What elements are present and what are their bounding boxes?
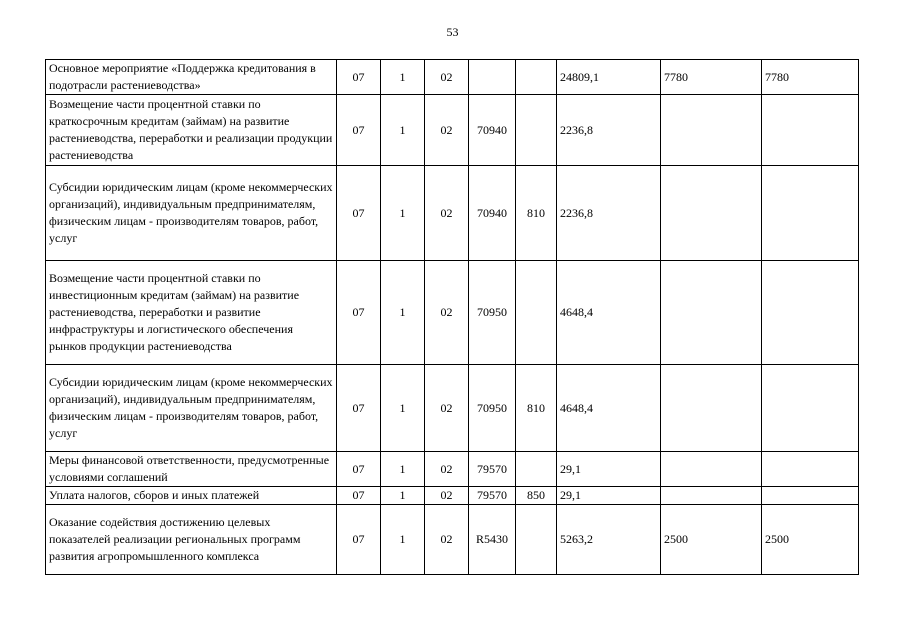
- cell-expense-type: 810: [516, 166, 557, 261]
- cell-section: 07: [337, 487, 381, 505]
- cell-expense-type: 850: [516, 487, 557, 505]
- cell-target-code: 70950: [469, 365, 516, 452]
- cell-amount-3: 2500: [762, 505, 859, 575]
- row-name: Оказание содействия достижению целевых показателей реализации региональных программ развития агропромышленного комплекса: [46, 505, 337, 575]
- budget-table: [45, 59, 859, 575]
- cell-amount-1: 29,1: [557, 452, 661, 487]
- cell-target-code: 70940: [469, 166, 516, 261]
- cell-expense-type: [516, 261, 557, 365]
- cell-section: 07: [337, 261, 381, 365]
- page-number: 53: [446, 25, 459, 39]
- cell-expense-type: [516, 60, 557, 95]
- row-name: Меры финансовой ответственности, предусмотренные условиями соглашений: [46, 452, 337, 487]
- cell-target-code: 70940: [469, 95, 516, 166]
- cell-expense-type: [516, 452, 557, 487]
- cell-amount-2: 2500: [661, 505, 762, 575]
- cell-amount-1: 4648,4: [557, 261, 661, 365]
- cell-program: 02: [425, 505, 469, 575]
- cell-section: 07: [337, 60, 381, 95]
- cell-amount-2: [661, 365, 762, 452]
- row-name: Субсидии юридическим лицам (кроме некоммерческих организаций), индивидуальным предпринимателям, физическим лицам - производителям товаров, работ, услуг: [46, 166, 337, 261]
- cell-amount-2: [661, 261, 762, 365]
- table-row: [46, 487, 859, 505]
- cell-amount-1: 2236,8: [557, 166, 661, 261]
- cell-amount-1: 2236,8: [557, 95, 661, 166]
- cell-program: 02: [425, 487, 469, 505]
- cell-target-code: 79570: [469, 452, 516, 487]
- cell-section: 07: [337, 452, 381, 487]
- cell-target-code: 79570: [469, 487, 516, 505]
- cell-subsection: 1: [381, 452, 425, 487]
- cell-amount-3: [762, 95, 859, 166]
- cell-program: 02: [425, 95, 469, 166]
- cell-subsection: 1: [381, 487, 425, 505]
- cell-program: 02: [425, 452, 469, 487]
- row-name: Основное мероприятие «Поддержка кредитования в подотрасли растениеводства»: [46, 60, 337, 95]
- cell-subsection: 1: [381, 261, 425, 365]
- table-row: [46, 365, 859, 452]
- cell-expense-type: 810: [516, 365, 557, 452]
- cell-amount-2: [661, 95, 762, 166]
- table-row: [46, 60, 859, 95]
- table-row: [46, 505, 859, 575]
- cell-section: 07: [337, 95, 381, 166]
- cell-amount-1: 29,1: [557, 487, 661, 505]
- cell-amount-3: [762, 166, 859, 261]
- cell-amount-2: 7780: [661, 60, 762, 95]
- cell-target-code: [469, 60, 516, 95]
- cell-amount-2: [661, 487, 762, 505]
- cell-target-code: R5430: [469, 505, 516, 575]
- cell-section: 07: [337, 365, 381, 452]
- cell-amount-2: [661, 452, 762, 487]
- cell-program: 02: [425, 261, 469, 365]
- cell-amount-3: [762, 487, 859, 505]
- table-row: [46, 261, 859, 365]
- cell-amount-3: [762, 365, 859, 452]
- cell-program: 02: [425, 60, 469, 95]
- cell-subsection: 1: [381, 365, 425, 452]
- cell-amount-2: [661, 166, 762, 261]
- cell-amount-1: 24809,1: [557, 60, 661, 95]
- cell-amount-1: 4648,4: [557, 365, 661, 452]
- cell-program: 02: [425, 365, 469, 452]
- cell-subsection: 1: [381, 95, 425, 166]
- cell-subsection: 1: [381, 60, 425, 95]
- cell-amount-1: 5263,2: [557, 505, 661, 575]
- row-name: Возмещение части процентной ставки по инвестиционным кредитам (займам) на развитие растениеводства, переработки и развитие инфраструктуры и логистического обеспечения рынков продукции растениеводства: [46, 261, 337, 365]
- cell-program: 02: [425, 166, 469, 261]
- row-name: Уплата налогов, сборов и иных платежей: [46, 487, 337, 505]
- cell-subsection: 1: [381, 505, 425, 575]
- table-row: [46, 95, 859, 166]
- table-row: [46, 452, 859, 487]
- cell-subsection: 1: [381, 166, 425, 261]
- row-name: Субсидии юридическим лицам (кроме некоммерческих организаций), индивидуальным предпринимателям, физическим лицам - производителям товаров, работ, услуг: [46, 365, 337, 452]
- table-row: [46, 166, 859, 261]
- cell-expense-type: [516, 505, 557, 575]
- cell-target-code: 70950: [469, 261, 516, 365]
- cell-section: 07: [337, 166, 381, 261]
- cell-amount-3: 7780: [762, 60, 859, 95]
- cell-expense-type: [516, 95, 557, 166]
- cell-section: 07: [337, 505, 381, 575]
- row-name: Возмещение части процентной ставки по краткосрочным кредитам (займам) на развитие растениеводства, переработки и реализации продукции растениеводства: [46, 95, 337, 166]
- cell-amount-3: [762, 261, 859, 365]
- cell-amount-3: [762, 452, 859, 487]
